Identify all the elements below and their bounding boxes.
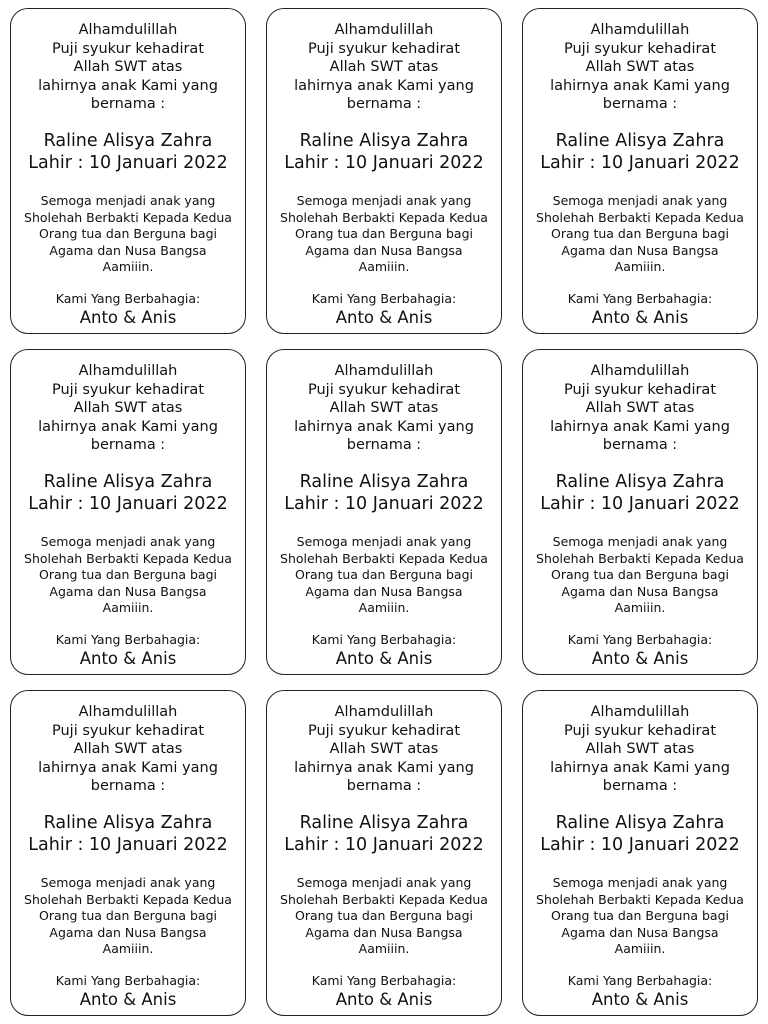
prayer-line: Orang tua dan Berguna bagi	[294, 567, 473, 582]
prayer-line: Semoga menjadi anak yang	[552, 534, 728, 549]
intro-line: lahirnya anak Kami yang	[294, 759, 474, 776]
prayer-line: Agama dan Nusa Bangsa	[49, 583, 207, 599]
prayer-line: Aamiiin.	[358, 941, 410, 956]
prayer-line: Agama dan Nusa Bangsa	[561, 242, 719, 258]
prayer-text	[267, 534, 501, 617]
prayer-text	[523, 875, 757, 958]
intro-line: Puji syukur kehadirat	[307, 722, 461, 739]
birth-date: Lahir : 10 Januari 2022	[284, 834, 484, 855]
intro-text	[523, 21, 757, 114]
intro-line: Puji syukur kehadirat	[563, 381, 717, 398]
baby-info	[523, 813, 757, 856]
baby-name: Raline Alisya Zahra	[299, 131, 469, 151]
prayer-line: Agama dan Nusa Bangsa	[561, 583, 719, 599]
baby-name: Raline Alisya Zahra	[555, 813, 725, 833]
parent-names: Anto & Anis	[335, 308, 433, 327]
greeting-card	[522, 690, 758, 1016]
intro-line: Allah SWT atas	[73, 59, 183, 75]
prayer-line: Semoga menjadi anak yang	[552, 193, 728, 208]
intro-line: Allah SWT atas	[585, 400, 695, 416]
intro-line: bernama :	[602, 778, 678, 794]
intro-line: bernama :	[90, 437, 166, 453]
signature-label: Kami Yang Berbahagia:	[567, 632, 713, 647]
prayer-line: Aamiiin.	[614, 259, 666, 274]
intro-line: Alhamdulillah	[334, 363, 434, 379]
birth-date: Lahir : 10 Januari 2022	[284, 493, 484, 514]
birth-date: Lahir : 10 Januari 2022	[28, 493, 228, 514]
intro-line: Puji syukur kehadirat	[563, 40, 717, 57]
intro-line: bernama :	[346, 96, 422, 112]
baby-info	[523, 472, 757, 515]
greeting-card	[10, 8, 246, 334]
prayer-line: Agama dan Nusa Bangsa	[305, 583, 463, 599]
greeting-card	[522, 8, 758, 334]
intro-line: lahirnya anak Kami yang	[294, 418, 474, 435]
intro-line: lahirnya anak Kami yang	[38, 759, 218, 776]
intro-text	[523, 703, 757, 796]
intro-text	[523, 362, 757, 455]
prayer-line: Orang tua dan Berguna bagi	[550, 226, 729, 241]
prayer-text	[11, 534, 245, 617]
intro-text	[11, 21, 245, 114]
intro-line: Puji syukur kehadirat	[307, 381, 461, 398]
prayer-line: Sholehah Berbakti Kepada Kedua	[280, 209, 488, 225]
prayer-line: Sholehah Berbakti Kepada Kedua	[280, 550, 488, 566]
intro-line: Allah SWT atas	[585, 741, 695, 757]
intro-line: bernama :	[90, 96, 166, 112]
intro-line: Puji syukur kehadirat	[307, 40, 461, 57]
parent-names: Anto & Anis	[79, 649, 177, 668]
intro-line: Puji syukur kehadirat	[51, 381, 205, 398]
birth-date: Lahir : 10 Januari 2022	[28, 152, 228, 173]
birth-date: Lahir : 10 Januari 2022	[284, 152, 484, 173]
prayer-line: Orang tua dan Berguna bagi	[550, 908, 729, 923]
prayer-line: Sholehah Berbakti Kepada Kedua	[536, 891, 744, 907]
prayer-line: Semoga menjadi anak yang	[552, 875, 728, 890]
greeting-card	[266, 8, 502, 334]
parent-names: Anto & Anis	[591, 308, 689, 327]
intro-line: Alhamdulillah	[334, 704, 434, 720]
intro-line: bernama :	[602, 96, 678, 112]
baby-info	[523, 131, 757, 174]
greeting-card	[522, 349, 758, 675]
intro-line: Allah SWT atas	[329, 59, 439, 75]
prayer-line: Aamiiin.	[614, 600, 666, 615]
signature-label: Kami Yang Berbahagia:	[311, 632, 457, 647]
intro-line: Allah SWT atas	[329, 741, 439, 757]
prayer-line: Orang tua dan Berguna bagi	[550, 567, 729, 582]
intro-text	[267, 703, 501, 796]
prayer-line: Semoga menjadi anak yang	[40, 875, 216, 890]
baby-info	[267, 472, 501, 515]
prayer-line: Aamiiin.	[358, 259, 410, 274]
prayer-line: Agama dan Nusa Bangsa	[49, 924, 207, 940]
intro-line: Alhamdulillah	[590, 363, 690, 379]
signature-label: Kami Yang Berbahagia:	[55, 973, 201, 988]
intro-line: lahirnya anak Kami yang	[294, 77, 474, 94]
intro-line: lahirnya anak Kami yang	[38, 418, 218, 435]
prayer-line: Agama dan Nusa Bangsa	[305, 924, 463, 940]
prayer-line: Orang tua dan Berguna bagi	[38, 567, 217, 582]
parent-names: Anto & Anis	[591, 649, 689, 668]
intro-text	[11, 362, 245, 455]
birth-date: Lahir : 10 Januari 2022	[28, 834, 228, 855]
intro-line: Alhamdulillah	[78, 363, 178, 379]
prayer-line: Semoga menjadi anak yang	[40, 193, 216, 208]
prayer-text	[523, 534, 757, 617]
intro-line: Alhamdulillah	[78, 704, 178, 720]
prayer-line: Orang tua dan Berguna bagi	[294, 908, 473, 923]
intro-line: bernama :	[602, 437, 678, 453]
prayer-line: Orang tua dan Berguna bagi	[294, 226, 473, 241]
baby-info	[11, 813, 245, 856]
parent-names: Anto & Anis	[335, 649, 433, 668]
intro-line: Puji syukur kehadirat	[51, 722, 205, 739]
intro-line: Puji syukur kehadirat	[563, 722, 717, 739]
intro-line: bernama :	[346, 437, 422, 453]
baby-name: Raline Alisya Zahra	[299, 813, 469, 833]
prayer-line: Agama dan Nusa Bangsa	[305, 242, 463, 258]
baby-info	[267, 813, 501, 856]
greeting-card	[266, 690, 502, 1016]
prayer-text	[267, 193, 501, 276]
prayer-line: Sholehah Berbakti Kepada Kedua	[536, 550, 744, 566]
prayer-line: Aamiiin.	[102, 941, 154, 956]
intro-text	[267, 362, 501, 455]
prayer-line: Orang tua dan Berguna bagi	[38, 226, 217, 241]
intro-line: lahirnya anak Kami yang	[550, 77, 730, 94]
prayer-text	[523, 193, 757, 276]
prayer-line: Aamiiin.	[614, 941, 666, 956]
prayer-line: Aamiiin.	[358, 600, 410, 615]
baby-name: Raline Alisya Zahra	[43, 472, 213, 492]
signature-label: Kami Yang Berbahagia:	[55, 291, 201, 306]
intro-line: bernama :	[90, 778, 166, 794]
parent-names: Anto & Anis	[335, 990, 433, 1009]
signature-label: Kami Yang Berbahagia:	[311, 973, 457, 988]
parent-names: Anto & Anis	[591, 990, 689, 1009]
signature-label: Kami Yang Berbahagia:	[311, 291, 457, 306]
intro-line: lahirnya anak Kami yang	[38, 77, 218, 94]
prayer-line: Aamiiin.	[102, 259, 154, 274]
prayer-line: Agama dan Nusa Bangsa	[561, 924, 719, 940]
intro-line: Alhamdulillah	[78, 22, 178, 38]
greeting-card	[266, 349, 502, 675]
intro-line: Alhamdulillah	[334, 22, 434, 38]
intro-line: Allah SWT atas	[585, 59, 695, 75]
intro-line: Allah SWT atas	[73, 400, 183, 416]
prayer-line: Semoga menjadi anak yang	[40, 534, 216, 549]
prayer-line: Sholehah Berbakti Kepada Kedua	[24, 891, 232, 907]
signature-label: Kami Yang Berbahagia:	[55, 632, 201, 647]
baby-info	[267, 131, 501, 174]
intro-line: Alhamdulillah	[590, 704, 690, 720]
intro-line: bernama :	[346, 778, 422, 794]
signature-label: Kami Yang Berbahagia:	[567, 291, 713, 306]
intro-line: Alhamdulillah	[590, 22, 690, 38]
prayer-line: Orang tua dan Berguna bagi	[38, 908, 217, 923]
intro-line: lahirnya anak Kami yang	[550, 418, 730, 435]
prayer-line: Sholehah Berbakti Kepada Kedua	[24, 550, 232, 566]
baby-name: Raline Alisya Zahra	[299, 472, 469, 492]
prayer-line: Sholehah Berbakti Kepada Kedua	[536, 209, 744, 225]
birth-date: Lahir : 10 Januari 2022	[540, 834, 740, 855]
birth-date: Lahir : 10 Januari 2022	[540, 152, 740, 173]
prayer-line: Sholehah Berbakti Kepada Kedua	[280, 891, 488, 907]
prayer-line: Agama dan Nusa Bangsa	[49, 242, 207, 258]
greeting-card	[10, 349, 246, 675]
parent-names: Anto & Anis	[79, 990, 177, 1009]
prayer-text	[267, 875, 501, 958]
prayer-line: Semoga menjadi anak yang	[296, 875, 472, 890]
birth-date: Lahir : 10 Januari 2022	[540, 493, 740, 514]
prayer-text	[11, 875, 245, 958]
intro-text	[11, 703, 245, 796]
signature-label: Kami Yang Berbahagia:	[567, 973, 713, 988]
prayer-line: Aamiiin.	[102, 600, 154, 615]
baby-info	[11, 472, 245, 515]
baby-name: Raline Alisya Zahra	[555, 472, 725, 492]
intro-line: Puji syukur kehadirat	[51, 40, 205, 57]
baby-info	[11, 131, 245, 174]
intro-text	[267, 21, 501, 114]
prayer-line: Sholehah Berbakti Kepada Kedua	[24, 209, 232, 225]
prayer-line: Semoga menjadi anak yang	[296, 534, 472, 549]
greeting-card	[10, 690, 246, 1016]
parent-names: Anto & Anis	[79, 308, 177, 327]
baby-name: Raline Alisya Zahra	[43, 131, 213, 151]
baby-name: Raline Alisya Zahra	[43, 813, 213, 833]
intro-line: Allah SWT atas	[329, 400, 439, 416]
prayer-text	[11, 193, 245, 276]
prayer-line: Semoga menjadi anak yang	[296, 193, 472, 208]
baby-name: Raline Alisya Zahra	[555, 131, 725, 151]
intro-line: Allah SWT atas	[73, 741, 183, 757]
intro-line: lahirnya anak Kami yang	[550, 759, 730, 776]
